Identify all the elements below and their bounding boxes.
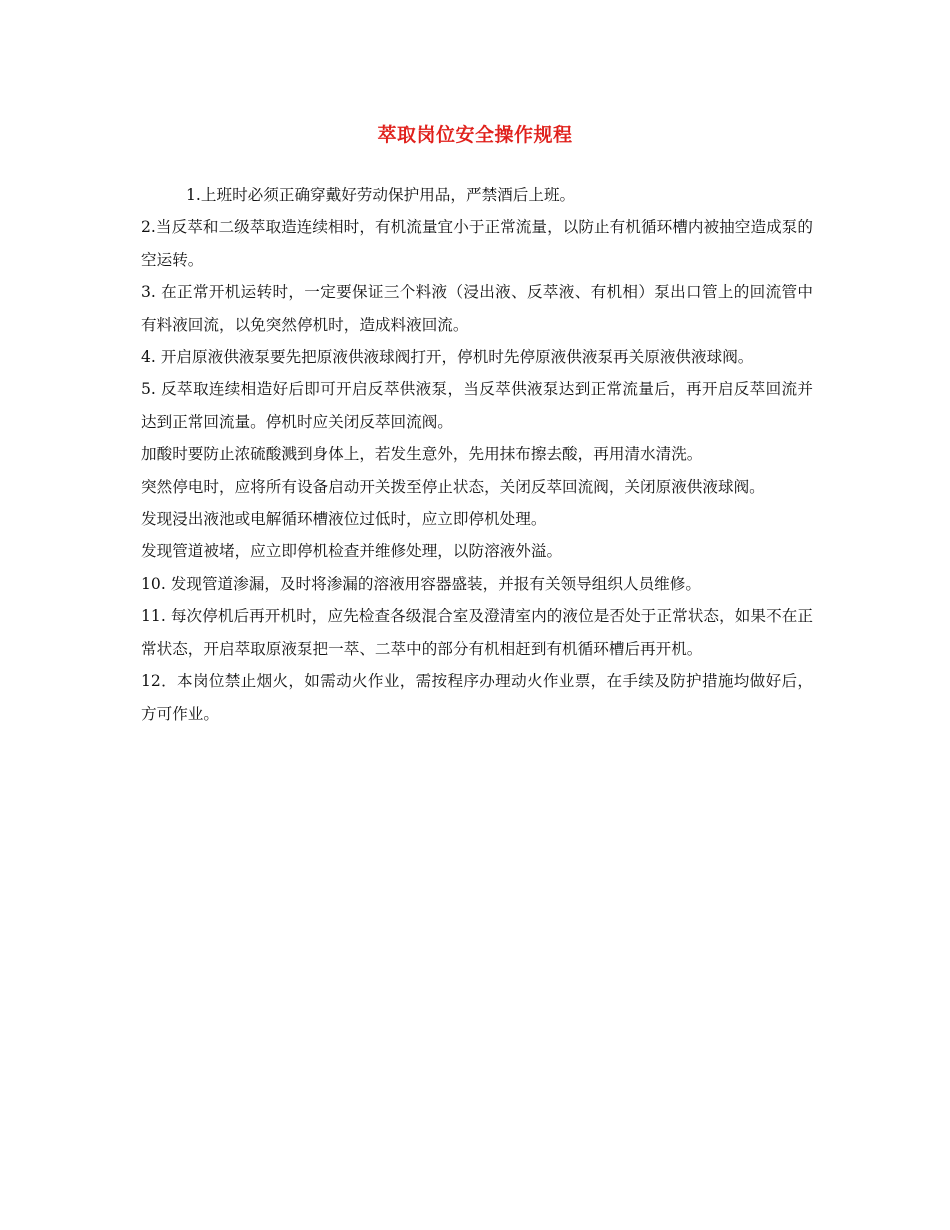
rule-paragraph-10: 10. 发现管道渗漏，及时将渗漏的溶液用容器盛装，并报有关领导组织人员维修。	[141, 574, 701, 593]
rule-paragraph-7: 突然停电时，应将所有设备启动开关拨至停止状态，关闭反萃回流阀，关闭原液供液球阀。	[141, 477, 765, 496]
rule-paragraph-3: 3. 在正常开机运转时，一定要保证三个料液（浸出液、反萃液、有机相）泵出口管上的回流管中有料液回流，以免突然停机时，造成料液回流。	[141, 283, 813, 334]
rule-paragraph-1: 1.上班时必须正确穿戴好劳动保护用品，严禁酒后上班。	[186, 186, 576, 204]
rule-paragraph-4: 4. 开启原液供液泵要先把原液供液球阀打开，停机时先停原液供液泵再关原液供液球阀。	[141, 348, 754, 367]
rule-paragraph-11: 11. 每次停机后再开机时，应先检查各级混合室及澄清室内的液位是否处于正常状态，如果不在正常状态，开启萃取原液泵把一萃、二萃中的部分有机相赶到有机循环槽后再开机。	[141, 607, 813, 658]
rule-paragraph-2: 2.当反萃和二级萃取造连续相时，有机流量宜小于正常流量，以防止有机循环槽内被抽空造成泵的空运转。	[141, 218, 813, 269]
rule-paragraph-12: 12．本岗位禁止烟火，如需动火作业，需按程序办理动火作业票，在手续及防护措施均做好后，方可作业。	[141, 672, 813, 723]
document-title: 萃取岗位安全操作规程	[377, 124, 573, 146]
document-body	[141, 179, 813, 730]
rule-paragraph-8: 发现浸出液池或电解循环槽液位过低时，应立即停机处理。	[141, 510, 547, 529]
rule-paragraph-9: 发现管道被堵，应立即停机检查并维修处理，以防溶液外溢。	[141, 542, 563, 561]
rule-paragraph-5: 5. 反萃取连续相造好后即可开启反萃供液泵，当反萃供液泵达到正常流量后，再开启反萃回流并达到正常回流量。停机时应关闭反萃回流阀。	[141, 380, 813, 431]
rule-paragraph-6: 加酸时要防止浓硫酸溅到身体上，若发生意外，先用抹布擦去酸，再用清水清洗。	[141, 445, 703, 464]
